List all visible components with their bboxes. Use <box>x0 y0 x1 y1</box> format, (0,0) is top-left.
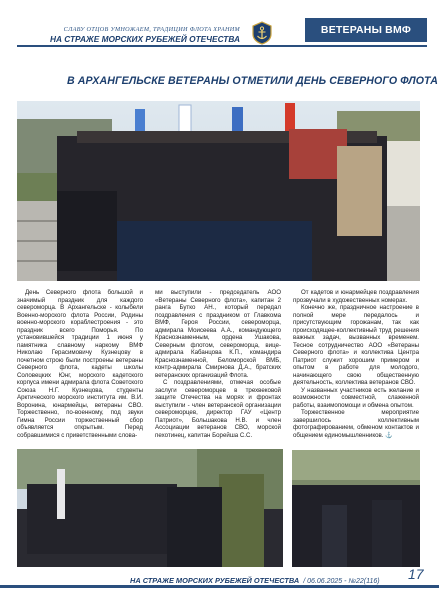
photo-veterans-with-flags <box>17 449 283 567</box>
paragraph-text: Торжественное мероприятие завершилось коллективным фотографированием, обменом контактов и общением единомышленников. <box>293 409 419 439</box>
paragraph: Конечно же, праздничное настроение в полной мере передалось и присутствующим горожанам, так как происходящее-коллективный труд решения важных задач, вызванных временем. Тесное сотрудничество АОО «Ветераны Северного флота» и коллектива Центра Патриот служит хорошим примером и опытом в работе для молодого, начинающего свою общественную деятельность, коллектива ветеранов СВО. <box>293 304 419 386</box>
end-mark-icon: ⚓ <box>385 432 393 439</box>
article-headline: В АРХАНГЕЛЬСКЕ ВЕТЕРАНЫ ОТМЕТИЛИ ДЕНЬ СЕВЕРНОГО ФЛОТА <box>67 75 438 87</box>
group-photo-veterans <box>17 101 420 281</box>
footer-issue-date: / 06.06.2025 - №22(116) <box>303 578 380 585</box>
footer-title: НА СТРАЖЕ МОРСКИХ РУБЕЖЕЙ ОТЕЧЕСТВА <box>130 576 300 585</box>
masthead-block <box>30 26 240 44</box>
paragraph: ми выступили - председатель АОО «Ветераны Северного флота», капитан 2 ранга Бутко АН., который передал поздравления с праздником от Главкома ВМФ, Героя России, североморца, адмирала Моисеева А.А., командующего Краснознаменным, ордена Ушакова, Северным флотом, североморца, вице-адмирала Кабанцова К.П., командира Краснознаменной, Беломорской ВМБ, контр-адмирала Смирнова Д.А., братских ветеранских организаций Флота. <box>155 289 281 379</box>
paragraph: У названных участников есть желание и возможности совместной, слаженной работы, взаимопомощи и обмена опытом. <box>293 386 419 409</box>
article-column-3 <box>293 289 419 440</box>
paragraph <box>293 409 419 440</box>
masthead-title: НА СТРАЖЕ МОРСКИХ РУБЕЖЕЙ ОТЕЧЕСТВА <box>50 34 240 44</box>
paragraph: От кадетов и юнармейцев поздравления прозвучали в художественных номерах. <box>293 289 419 304</box>
article-column-2 <box>155 289 281 439</box>
page-number: 17 <box>408 566 424 582</box>
footer-divider <box>0 585 439 588</box>
masthead-slogan: СЛАВУ ОТЦОВ УМНОЖАЕМ, ТРАДИЦИИ ФЛОТА ХРАНИМ <box>63 26 240 33</box>
header-divider <box>17 45 427 47</box>
article-column-1 <box>17 289 143 439</box>
photo-veterans-group <box>292 450 420 567</box>
paragraph: С поздравлениями, отмечая особые заслуги североморцев в трехвековой защите Отечества на морях и фронтах выступили - член ветеранской организации североморцев, директор ГАУ «Центр Патриот», Большакова Н.В. и член Ассоциации ветеранов СВО, морской пехотинец, капитан Борейша С.С. <box>155 379 281 439</box>
section-tab: ВЕТЕРАНЫ ВМФ <box>305 18 427 42</box>
paragraph: День Северного флота большой и значимый праздник для каждого североморца. В Архангельске - колыбели Военно-морского флота России, Родины военно-морского кораблестроения - это праздник всего Поморья. По установившейся традиции 1 июня у памятника славному наркому ВМФ Николаю Герасимовичу Кузнецову в почетном строю были построены ветераны Северного флота, кадеты школы Соловецких Юнг, морского кадетского корпуса имени адмирала флота Советского Союза Н.Г. Кузнецова, студенты Арктического морского института им. В.И. Воронина, юнармейцы, ветераны СВО. Торжественно, по-военному, под звуки Гимна России торжественный сбор объявляется открытым. Перед собравшимися с приветственными слова- <box>17 289 143 439</box>
page-footer <box>130 570 400 584</box>
navy-anchor-emblem-icon <box>251 21 273 45</box>
